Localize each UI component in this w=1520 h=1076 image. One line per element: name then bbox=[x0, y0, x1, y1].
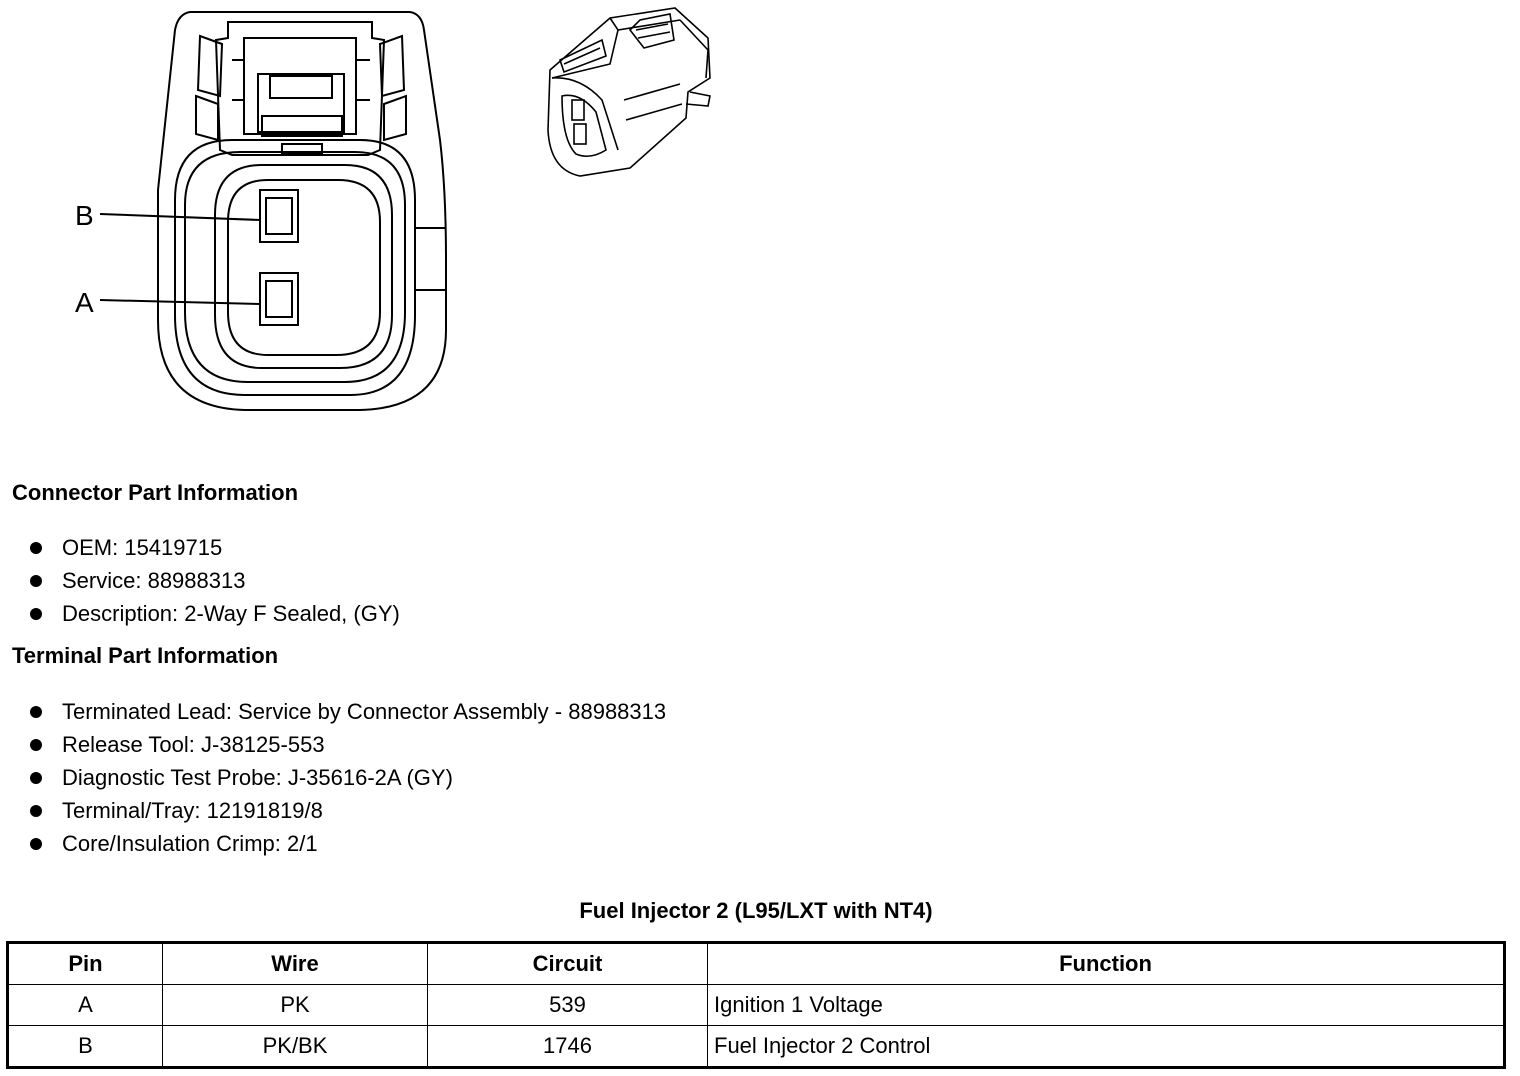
cell-circuit: 539 bbox=[428, 985, 708, 1026]
pin-table-title: Fuel Injector 2 (L95/LXT with NT4) bbox=[579, 898, 933, 923]
connector-part-info-heading: Connector Part Information bbox=[12, 480, 299, 505]
table-row bbox=[8, 1026, 1505, 1068]
header-pin: Pin bbox=[8, 943, 163, 985]
inner-cavity bbox=[215, 165, 392, 368]
connector-face-diagram bbox=[0, 0, 470, 420]
cell-circuit: 1746 bbox=[428, 1026, 708, 1068]
terminal-part-info-heading: Terminal Part Information bbox=[12, 643, 279, 668]
connector-part-info-list bbox=[28, 531, 400, 630]
pin-table bbox=[6, 941, 1506, 1069]
list-item: OEM: 15419715 bbox=[28, 531, 400, 564]
header-wire: Wire bbox=[163, 943, 428, 985]
table-row bbox=[8, 985, 1505, 1026]
table-header-row bbox=[8, 943, 1505, 985]
connector-isometric-diagram bbox=[540, 0, 720, 180]
pin-label-b: B bbox=[75, 200, 94, 231]
leader-line-a bbox=[100, 300, 260, 304]
cell-function: Ignition 1 Voltage bbox=[708, 985, 1505, 1026]
list-item: Diagnostic Test Probe: J-35616-2A (GY) bbox=[28, 761, 666, 794]
list-item: Core/Insulation Crimp: 2/1 bbox=[28, 827, 666, 860]
cell-pin: B bbox=[8, 1026, 163, 1068]
list-item: Terminal/Tray: 12191819/8 bbox=[28, 794, 666, 827]
terminal-part-info-list bbox=[28, 695, 666, 860]
pin-label-a: A bbox=[75, 287, 94, 318]
list-item: Terminated Lead: Service by Connector Assembly - 88988313 bbox=[28, 695, 666, 728]
cell-wire: PK/BK bbox=[163, 1026, 428, 1068]
list-item: Release Tool: J-38125-553 bbox=[28, 728, 666, 761]
cell-function: Fuel Injector 2 Control bbox=[708, 1026, 1505, 1068]
leader-line-b bbox=[100, 214, 260, 220]
list-item: Service: 88988313 bbox=[28, 564, 400, 597]
middle-seal-ring bbox=[185, 152, 405, 382]
header-function: Function bbox=[708, 943, 1505, 985]
list-item: Description: 2-Way F Sealed, (GY) bbox=[28, 597, 400, 630]
cell-pin: A bbox=[8, 985, 163, 1026]
cell-wire: PK bbox=[163, 985, 428, 1026]
header-circuit: Circuit bbox=[428, 943, 708, 985]
